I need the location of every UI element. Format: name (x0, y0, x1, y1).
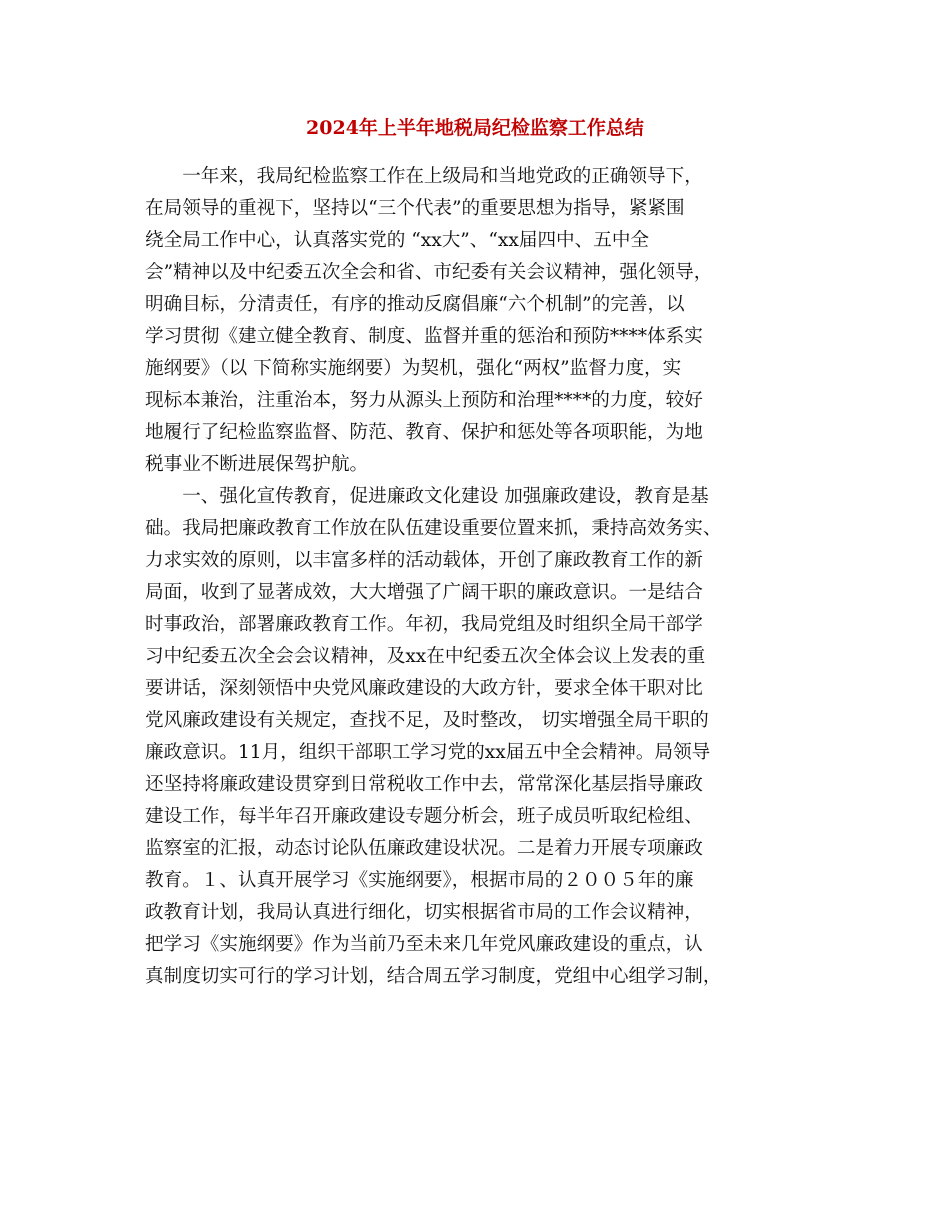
body-line-14: 局面，收到了显著成效，大大增强了广阔干职的廉政意识。一是结合 (145, 582, 703, 603)
body-line-6: 学习贯彻《建立健全教育、制度、监督并重的惩治和预防****体系实 (145, 326, 703, 347)
body-line-8: 现标本兼治，注重治本，努力从源头上预防和治理****的力度，较好 (145, 390, 703, 411)
body-line-25: 把学习《实施纲要》作为当前乃至未来几年党风廉政建设的重点，认 (145, 934, 703, 955)
body-line-9: 地履行了纪检监察监督、防范、教育、保护和惩处等各项职能，为地 (145, 422, 703, 443)
body-line-26: 真制度切实可行的学习计划，结合周五学习制度，党组中心组学习制， (145, 966, 722, 987)
body-line-23: 教育。１、认真开展学习《实施纲要》，根据市局的２００５年的廉 (145, 870, 694, 891)
body-line-4: 会”精神以及中纪委五次全会和省、市纪委有关会议精神，强化领导， (145, 262, 713, 283)
body-line-11: 一、强化宣传教育，促进廉政文化建设 加强廉政建设，教育是基 (145, 486, 709, 507)
body-line-15: 时事政治，部署廉政教育工作。年初，我局党组及时组织全局干部学 (145, 614, 703, 635)
body-line-22: 监察室的汇报，动态讨论队伍廉政建设状况。二是着力开展专项廉政 (145, 838, 703, 859)
body-line-5: 明确目标，分清责任，有序的推动反腐倡廉“六个机制”的完善，以 (145, 294, 685, 315)
body-line-12: 础。我局把廉政教育工作放在队伍建设重要位置来抓，秉持高效务实、 (145, 518, 722, 539)
body-line-3: 绕全局工作中心，认真落实党的 “xx大”、“xx届四中、五中全 (145, 230, 650, 251)
body-line-20: 还坚持将廉政建设贯穿到日常税收工作中去，常常深化基层指导廉政 (145, 774, 703, 795)
body-line-7: 施纲要》（以 下简称实施纲要）为契机，强化“两权”监督力度，实 (145, 358, 682, 379)
body-line-21: 建设工作，每半年召开廉政建设专题分析会，班子成员听取纪检组、 (145, 806, 703, 827)
body-line-24: 政教育计划，我局认真进行细化，切实根据省市局的工作会议精神， (145, 902, 703, 923)
body-line-1: 一年来，我局纪检监察工作在上级局和当地党政的正确领导下， (145, 166, 703, 187)
body-line-2: 在局领导的重视下，坚持以“三个代表”的重要思想为指导，紧紧围 (145, 198, 685, 219)
body-line-19: 廉政意识。11月，组织干部职工学习党的xx届五中全会精神。局领导 (145, 742, 711, 763)
body-line-18: 党风廉政建设有关规定，查找不足，及时整改， 切实增强全局干职的 (145, 710, 709, 731)
body-line-10: 税事业不断进展保驾护航。 (145, 454, 369, 475)
body-line-13: 力求实效的原则，以丰富多样的活动载体，开创了廉政教育工作的新 (145, 550, 703, 571)
body-line-17: 要讲话，深刻领悟中央党风廉政建设的大政方针，要求全体干职对比 (145, 678, 703, 699)
body-line-16: 习中纪委五次全会会议精神，及xx在中纪委五次全体会议上发表的重 (145, 646, 706, 667)
document-title: 2024年上半年地税局纪检监察工作总结 (306, 117, 644, 139)
